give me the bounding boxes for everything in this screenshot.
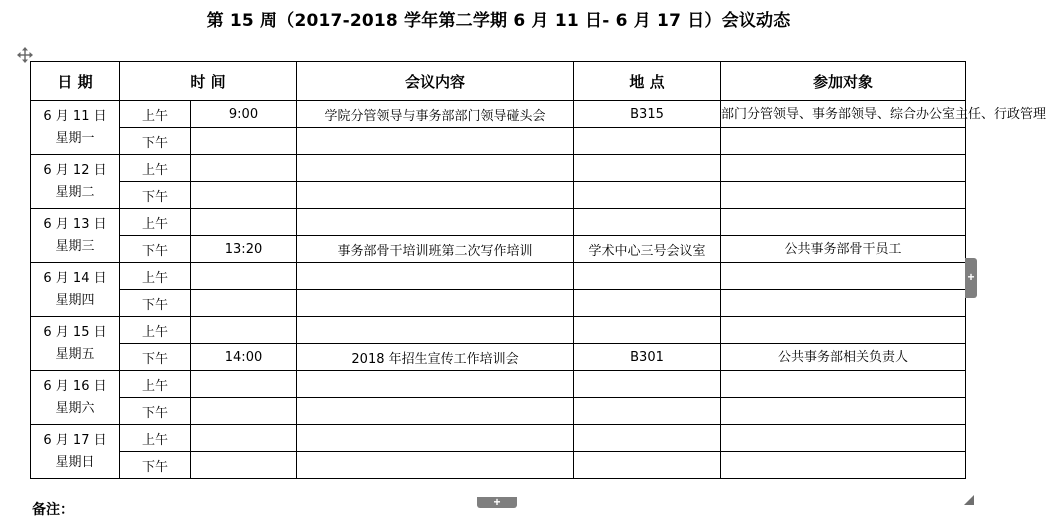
weekday-text: 星期二 (55, 184, 95, 200)
content-cell[interactable] (297, 317, 574, 344)
period-cell[interactable]: 上午 (120, 425, 191, 452)
period-cell[interactable]: 上午 (120, 209, 191, 236)
period-cell[interactable]: 上午 (120, 155, 191, 182)
attendees-cell[interactable] (721, 209, 966, 236)
table-row (31, 155, 966, 182)
attendees-cell[interactable] (721, 317, 966, 344)
content-cell[interactable] (297, 425, 574, 452)
period-cell[interactable]: 下午 (120, 452, 191, 479)
time-cell[interactable] (191, 263, 297, 290)
table-row (31, 290, 966, 317)
attendees-cell[interactable]: 部门分管领导、事务部领导、综合办公室主任、行政管理 (721, 101, 966, 128)
attendees-cell[interactable] (721, 425, 966, 452)
date-text: 6 月 14 日 (43, 270, 107, 286)
content-cell[interactable] (297, 182, 574, 209)
date-cell[interactable] (31, 209, 120, 263)
place-cell[interactable] (574, 290, 721, 317)
period-cell[interactable]: 上午 (120, 101, 191, 128)
header-place: 地 点 (574, 62, 721, 101)
meeting-schedule-table (30, 61, 1046, 479)
note-label: 备注： (32, 502, 74, 518)
period-cell[interactable]: 下午 (120, 344, 191, 371)
table-row (31, 182, 966, 209)
table-row (31, 425, 966, 452)
add-row-button[interactable] (477, 497, 517, 508)
attendees-cell[interactable] (721, 452, 966, 479)
place-cell[interactable] (574, 182, 721, 209)
date-cell[interactable] (31, 371, 120, 425)
table-row (31, 209, 966, 236)
period-cell[interactable]: 上午 (120, 371, 191, 398)
time-cell[interactable] (191, 290, 297, 317)
header-content: 会议内容 (297, 62, 574, 101)
header-attendees: 参加对象 (721, 62, 966, 101)
place-cell[interactable] (574, 263, 721, 290)
table-row (31, 398, 966, 425)
time-cell[interactable] (191, 155, 297, 182)
table-row (31, 371, 966, 398)
table-row (31, 317, 966, 344)
content-cell[interactable]: 2018 年招生宣传工作培训会 (297, 344, 574, 371)
weekday-text: 星期六 (55, 400, 95, 416)
content-cell[interactable] (297, 398, 574, 425)
content-cell[interactable] (297, 263, 574, 290)
table-row (31, 101, 966, 128)
time-cell[interactable] (191, 182, 297, 209)
date-cell[interactable] (31, 317, 120, 371)
period-cell[interactable]: 上午 (120, 317, 191, 344)
period-cell[interactable]: 下午 (120, 236, 191, 263)
place-cell[interactable] (574, 317, 721, 344)
date-text: 6 月 17 日 (43, 432, 107, 448)
date-cell[interactable] (31, 263, 120, 317)
attendees-cell[interactable] (721, 182, 966, 209)
content-cell[interactable] (297, 209, 574, 236)
period-cell[interactable]: 下午 (120, 182, 191, 209)
weekday-text: 星期日 (55, 454, 95, 470)
header-date: 日 期 (31, 62, 120, 101)
time-cell[interactable]: 13:20 (191, 236, 297, 263)
weekday-text: 星期一 (55, 130, 95, 146)
attendees-cell[interactable]: 公共事务部相关负责人 (721, 344, 966, 371)
weekday-text: 星期四 (55, 292, 95, 308)
table-row (31, 236, 966, 263)
place-cell[interactable]: B315 (574, 101, 721, 128)
date-text: 6 月 16 日 (43, 378, 107, 394)
attendees-cell[interactable] (721, 371, 966, 398)
table-row (31, 128, 966, 155)
table-row (31, 344, 966, 371)
date-cell[interactable] (31, 155, 120, 209)
document-title: 第 15 周（2017-2018 学年第二学期 6 月 11 日- 6 月 17 日）会议动态 (206, 11, 791, 31)
period-cell[interactable]: 下午 (120, 128, 191, 155)
date-text: 6 月 15 日 (43, 324, 107, 340)
time-cell[interactable] (191, 398, 297, 425)
weekday-text: 星期三 (55, 238, 95, 254)
place-cell[interactable] (574, 398, 721, 425)
attendees-cell[interactable] (721, 263, 966, 290)
time-cell[interactable] (191, 128, 297, 155)
plus-icon: + (967, 270, 975, 284)
content-cell[interactable] (297, 290, 574, 317)
table-row (31, 263, 966, 290)
place-cell[interactable]: 学术中心三号会议室 (574, 236, 721, 263)
period-cell[interactable]: 上午 (120, 263, 191, 290)
attendees-cell[interactable] (721, 290, 966, 317)
place-cell[interactable] (574, 209, 721, 236)
date-text: 6 月 13 日 (43, 216, 107, 232)
time-cell[interactable] (191, 425, 297, 452)
date-text: 6 月 12 日 (43, 162, 107, 178)
header-time: 时 间 (120, 62, 297, 101)
time-cell[interactable] (191, 317, 297, 344)
time-cell[interactable] (191, 209, 297, 236)
time-cell[interactable]: 9:00 (191, 101, 297, 128)
resize-corner-icon[interactable] (964, 495, 974, 505)
place-cell[interactable] (574, 128, 721, 155)
content-cell[interactable]: 事务部骨干培训班第二次写作培训 (297, 236, 574, 263)
content-cell[interactable] (297, 128, 574, 155)
time-cell[interactable] (191, 371, 297, 398)
time-cell[interactable] (191, 452, 297, 479)
content-cell[interactable]: 学院分管领导与事务部部门领导碰头会 (297, 101, 574, 128)
place-cell[interactable] (574, 371, 721, 398)
date-text: 6 月 11 日 (43, 108, 107, 124)
add-column-button[interactable] (965, 258, 977, 298)
table-header-row (31, 62, 966, 101)
attendees-cell[interactable]: 公共事务部骨干员工 (721, 236, 966, 263)
content-cell[interactable] (297, 371, 574, 398)
plus-icon: + (493, 495, 501, 509)
date-cell[interactable] (31, 101, 120, 155)
content-cell[interactable] (297, 155, 574, 182)
weekday-text: 星期五 (55, 346, 95, 362)
table-row (31, 452, 966, 479)
time-cell[interactable]: 14:00 (191, 344, 297, 371)
attendees-cell[interactable] (721, 155, 966, 182)
period-cell[interactable]: 下午 (120, 398, 191, 425)
place-cell[interactable] (574, 425, 721, 452)
content-cell[interactable] (297, 452, 574, 479)
place-cell[interactable] (574, 452, 721, 479)
period-cell[interactable]: 下午 (120, 290, 191, 317)
attendees-cell[interactable] (721, 128, 966, 155)
place-cell[interactable] (574, 155, 721, 182)
attendees-cell[interactable] (721, 398, 966, 425)
date-cell[interactable] (31, 425, 120, 479)
place-cell[interactable]: B301 (574, 344, 721, 371)
